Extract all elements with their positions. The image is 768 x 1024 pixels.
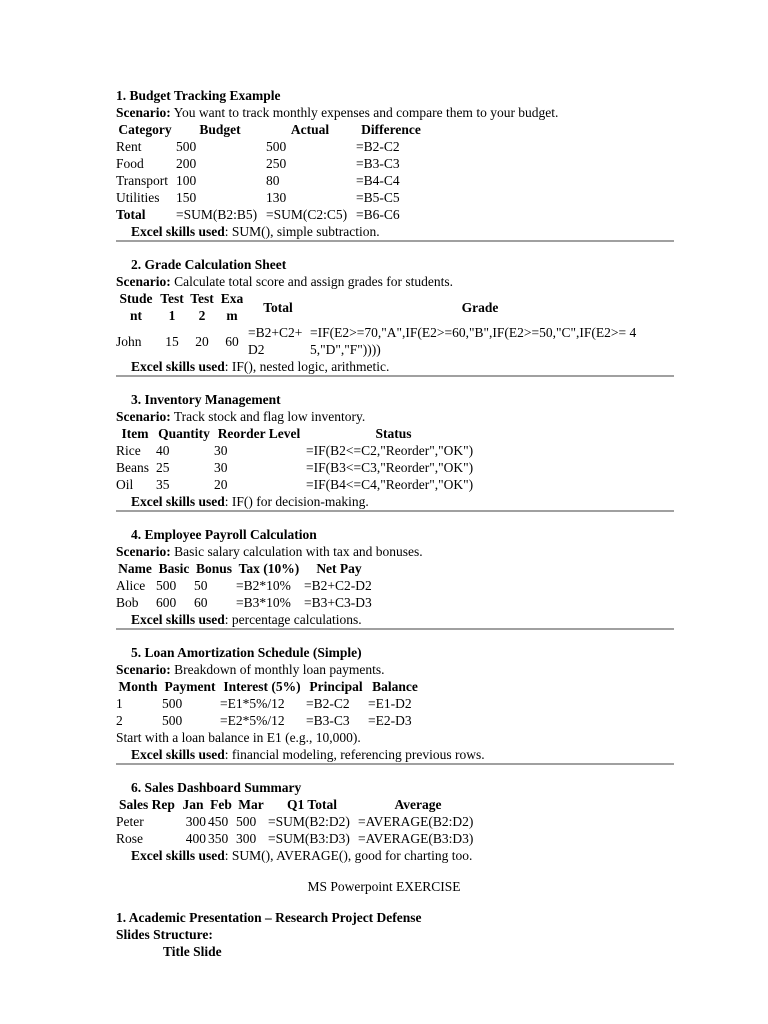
- header-cell: Category: [118, 122, 172, 137]
- table-cell: =B4-C4: [356, 173, 400, 188]
- table-row: [116, 459, 483, 476]
- table-row: [116, 813, 480, 830]
- slides-structure-label: Slides Structure:: [116, 927, 213, 942]
- header-cell: Budget: [199, 122, 241, 137]
- table-row: [116, 577, 376, 594]
- table-cell: 80: [266, 173, 280, 188]
- table-cell: =SUM(B2:B5): [176, 207, 258, 222]
- table-cell: 350: [208, 831, 229, 846]
- section-title: 2. Grade Calculation Sheet: [131, 257, 287, 272]
- section-divider: [116, 763, 674, 765]
- grade-table: [116, 290, 652, 358]
- table-cell: 300: [185, 814, 206, 829]
- scenario-label: Scenario:: [116, 105, 171, 120]
- slide-item: Title Slide: [163, 944, 222, 959]
- table-cell: =E1*5%/12: [220, 696, 285, 711]
- table-cell: =IF(B2<=C2,"Reorder","OK"): [306, 443, 474, 458]
- skills-text: : financial modeling, referencing previous rows.: [224, 747, 485, 762]
- header-cell: Actual: [290, 122, 330, 137]
- table-cell: =IF(E2>=70,"A",IF(E2>=60,"B",IF(E2>=50,"C",IF(E2>= 45,"D","F")))): [310, 325, 637, 357]
- table-cell: Beans: [116, 460, 149, 475]
- header-cell: Interest (5%): [223, 679, 301, 694]
- note-line: Start with a loan balance in E1 (e.g., 10,000).: [116, 730, 361, 745]
- table-cell: =E2*5%/12: [220, 713, 285, 728]
- table-cell: =B2+C2-D2: [304, 578, 372, 593]
- header-cell: Name: [118, 561, 152, 576]
- table-cell: Rent: [116, 139, 142, 154]
- table-cell: Bob: [116, 595, 139, 610]
- table-header-row: [116, 796, 480, 813]
- table-cell: 50: [194, 578, 208, 593]
- table-cell: =SUM(C2:C5): [266, 207, 348, 222]
- table-cell: 100: [176, 173, 197, 188]
- table-cell: John: [116, 333, 142, 349]
- scenario-text: Breakdown of monthly loan payments.: [170, 662, 385, 677]
- table-cell: =IF(B3<=C3,"Reorder","OK"): [306, 460, 474, 475]
- table-cell: Peter: [116, 814, 144, 829]
- table-cell: =E2-D3: [368, 713, 412, 728]
- sales-table: [116, 796, 480, 847]
- table-row: [116, 830, 480, 847]
- header-cell: Feb: [210, 797, 232, 812]
- table-cell: 15: [165, 333, 179, 349]
- skills-line: [116, 223, 674, 240]
- header-cell: Sales Rep: [119, 797, 175, 812]
- header-cell: Month: [118, 679, 158, 694]
- table-row: [116, 189, 428, 206]
- table-cell: Total: [116, 207, 146, 222]
- ppt-title: 1. Academic Presentation – Research Project Defense: [116, 910, 422, 925]
- table-cell: 200: [176, 156, 197, 171]
- table-cell: 500: [162, 696, 183, 711]
- section-title: 3. Inventory Management: [131, 392, 281, 407]
- scenario-line: [116, 661, 674, 678]
- header-cell: Difference: [361, 122, 421, 137]
- section-title: 1. Budget Tracking Example: [116, 88, 281, 103]
- table-header-row: [116, 425, 483, 442]
- table-cell: 20: [214, 477, 228, 492]
- table-cell: 450: [208, 814, 229, 829]
- table-cell: 300: [236, 831, 257, 846]
- table-row: [116, 476, 483, 493]
- table-cell: 30: [214, 443, 228, 458]
- table-cell: 500: [156, 578, 177, 593]
- scenario-label: Scenario:: [116, 662, 171, 677]
- skills-line: [116, 611, 674, 628]
- skills-label: Excel skills used: [131, 747, 225, 762]
- budget-table: [116, 121, 428, 223]
- table-row: [116, 138, 428, 155]
- table-cell: =SUM(B2:D2): [268, 814, 350, 829]
- table-header-row: [116, 678, 424, 695]
- skills-label: Excel skills used: [131, 848, 225, 863]
- table-cell: Rice: [116, 443, 141, 458]
- table-cell: =B2-C2: [356, 139, 400, 154]
- table-cell: 400: [185, 831, 206, 846]
- table-cell: Oil: [116, 477, 134, 492]
- section-title: 4. Employee Payroll Calculation: [131, 527, 317, 542]
- section-divider: [116, 628, 674, 630]
- skills-label: Excel skills used: [131, 494, 225, 509]
- section-title: 6. Sales Dashboard Summary: [131, 780, 302, 795]
- table-cell: =IF(B4<=C4,"Reorder","OK"): [306, 477, 474, 492]
- header-cell: Exa m: [220, 291, 244, 323]
- table-cell: =B6-C6: [356, 207, 400, 222]
- document-content: [116, 87, 674, 960]
- table-cell: =B2*10%: [236, 578, 291, 593]
- header-cell: Principal: [309, 679, 363, 694]
- section-divider: [116, 510, 674, 512]
- scenario-text: You want to track monthly expenses and compare them to your budget.: [170, 105, 559, 120]
- scenario-label: Scenario:: [116, 409, 171, 424]
- header-cell: Q1 Total: [287, 797, 337, 812]
- skills-line: [116, 847, 674, 864]
- table-cell: Alice: [116, 578, 146, 593]
- skills-text: : SUM(), AVERAGE(), good for charting too.: [224, 848, 473, 863]
- section-sales-dashboard: [116, 779, 674, 864]
- section-divider: [116, 240, 674, 242]
- table-cell: 500: [162, 713, 183, 728]
- section-title: 5. Loan Amortization Schedule (Simple): [131, 645, 362, 660]
- table-cell: 500: [176, 139, 197, 154]
- section-loan-amortization: [116, 644, 674, 765]
- table-header-row: [116, 121, 428, 138]
- skills-label: Excel skills used: [131, 359, 225, 374]
- scenario-text: Track stock and flag low inventory.: [170, 409, 366, 424]
- section-employee-payroll: [116, 526, 674, 630]
- table-row: [116, 172, 428, 189]
- table-cell: 40: [156, 443, 170, 458]
- skills-text: : IF(), nested logic, arithmetic.: [224, 359, 390, 374]
- header-cell: Stude nt: [119, 291, 153, 323]
- header-cell: Reorder Level: [217, 426, 301, 441]
- table-cell: 30: [214, 460, 228, 475]
- table-cell: Food: [116, 156, 144, 171]
- table-cell: =B5-C5: [356, 190, 400, 205]
- loan-table: [116, 678, 424, 729]
- header-cell: Bonus: [195, 561, 233, 576]
- scenario-text: Basic salary calculation with tax and bonuses.: [170, 544, 423, 559]
- table-row: [116, 442, 483, 459]
- table-cell: 600: [156, 595, 177, 610]
- table-cell: =SUM(B3:D3): [268, 831, 350, 846]
- ppt-heading: MS Powerpoint EXERCISE: [307, 879, 461, 894]
- scenario-label: Scenario:: [116, 544, 171, 559]
- table-cell: =AVERAGE(B2:D2): [358, 814, 474, 829]
- header-cell: Grade: [461, 299, 499, 315]
- header-cell: Net Pay: [316, 561, 362, 576]
- table-cell: Utilities: [116, 190, 160, 205]
- payroll-table: [116, 560, 376, 611]
- inventory-table: [116, 425, 483, 493]
- table-cell: 35: [156, 477, 170, 492]
- section-grade-calculation: [116, 256, 674, 377]
- table-row: [116, 695, 424, 712]
- table-cell: 60: [225, 333, 239, 349]
- scenario-line: [116, 408, 674, 425]
- skills-text: : SUM(), simple subtraction.: [224, 224, 380, 239]
- skills-label: Excel skills used: [131, 224, 225, 239]
- table-cell: =B3+C3-D3: [304, 595, 372, 610]
- header-cell: Test 2: [190, 291, 214, 323]
- table-cell: =B3-C3: [356, 156, 400, 171]
- skills-line: [116, 746, 674, 763]
- skills-label: Excel skills used: [131, 612, 225, 627]
- section-inventory-management: [116, 391, 674, 512]
- table-cell: 150: [176, 190, 197, 205]
- table-cell: 500: [236, 814, 257, 829]
- skills-line: [116, 358, 674, 375]
- table-row: [116, 712, 424, 729]
- header-cell: Quantity: [158, 426, 210, 441]
- table-cell: Rose: [116, 831, 143, 846]
- header-cell: Tax (10%): [238, 561, 300, 576]
- scenario-text: Calculate total score and assign grades for students.: [170, 274, 454, 289]
- table-row: [116, 324, 652, 358]
- table-cell: =B3-C3: [306, 713, 350, 728]
- scenario-label: Scenario:: [116, 274, 171, 289]
- table-cell: 250: [266, 156, 287, 171]
- header-cell: Payment: [164, 679, 216, 694]
- table-cell: 1: [116, 696, 123, 711]
- table-row: [116, 155, 428, 172]
- section-budget-tracking: [116, 87, 674, 242]
- table-cell: =E1-D2: [368, 696, 412, 711]
- scenario-line: [116, 273, 674, 290]
- table-header-row: [116, 560, 376, 577]
- table-row: [116, 594, 376, 611]
- header-cell: Total: [263, 299, 293, 315]
- header-cell: Basic: [158, 561, 190, 576]
- table-cell: =B2-C2: [306, 696, 350, 711]
- skills-text: : percentage calculations.: [224, 612, 362, 627]
- header-cell: Item: [121, 426, 149, 441]
- table-cell: 60: [194, 595, 208, 610]
- table-cell: =AVERAGE(B3:D3): [358, 831, 474, 846]
- table-cell: =B2+C2+ D2: [248, 325, 303, 357]
- scenario-line: [116, 104, 674, 121]
- table-cell: 130: [266, 190, 287, 205]
- skills-text: : IF() for decision-making.: [224, 494, 369, 509]
- header-cell: Balance: [372, 679, 418, 694]
- header-cell: Average: [394, 797, 442, 812]
- header-cell: Mar: [238, 797, 264, 812]
- table-cell: 25: [156, 460, 170, 475]
- header-cell: Jan: [182, 797, 204, 812]
- section-divider: [116, 375, 674, 377]
- table-header-row: [116, 290, 652, 324]
- table-cell: =B3*10%: [236, 595, 291, 610]
- table-total-row: [116, 206, 428, 223]
- table-cell: 20: [195, 333, 209, 349]
- table-cell: 500: [266, 139, 287, 154]
- header-cell: Test 1: [160, 291, 184, 323]
- table-cell: Transport: [116, 173, 169, 188]
- skills-line: [116, 493, 674, 510]
- scenario-line: [116, 543, 674, 560]
- table-cell: 2: [116, 713, 123, 728]
- header-cell: Status: [375, 426, 412, 441]
